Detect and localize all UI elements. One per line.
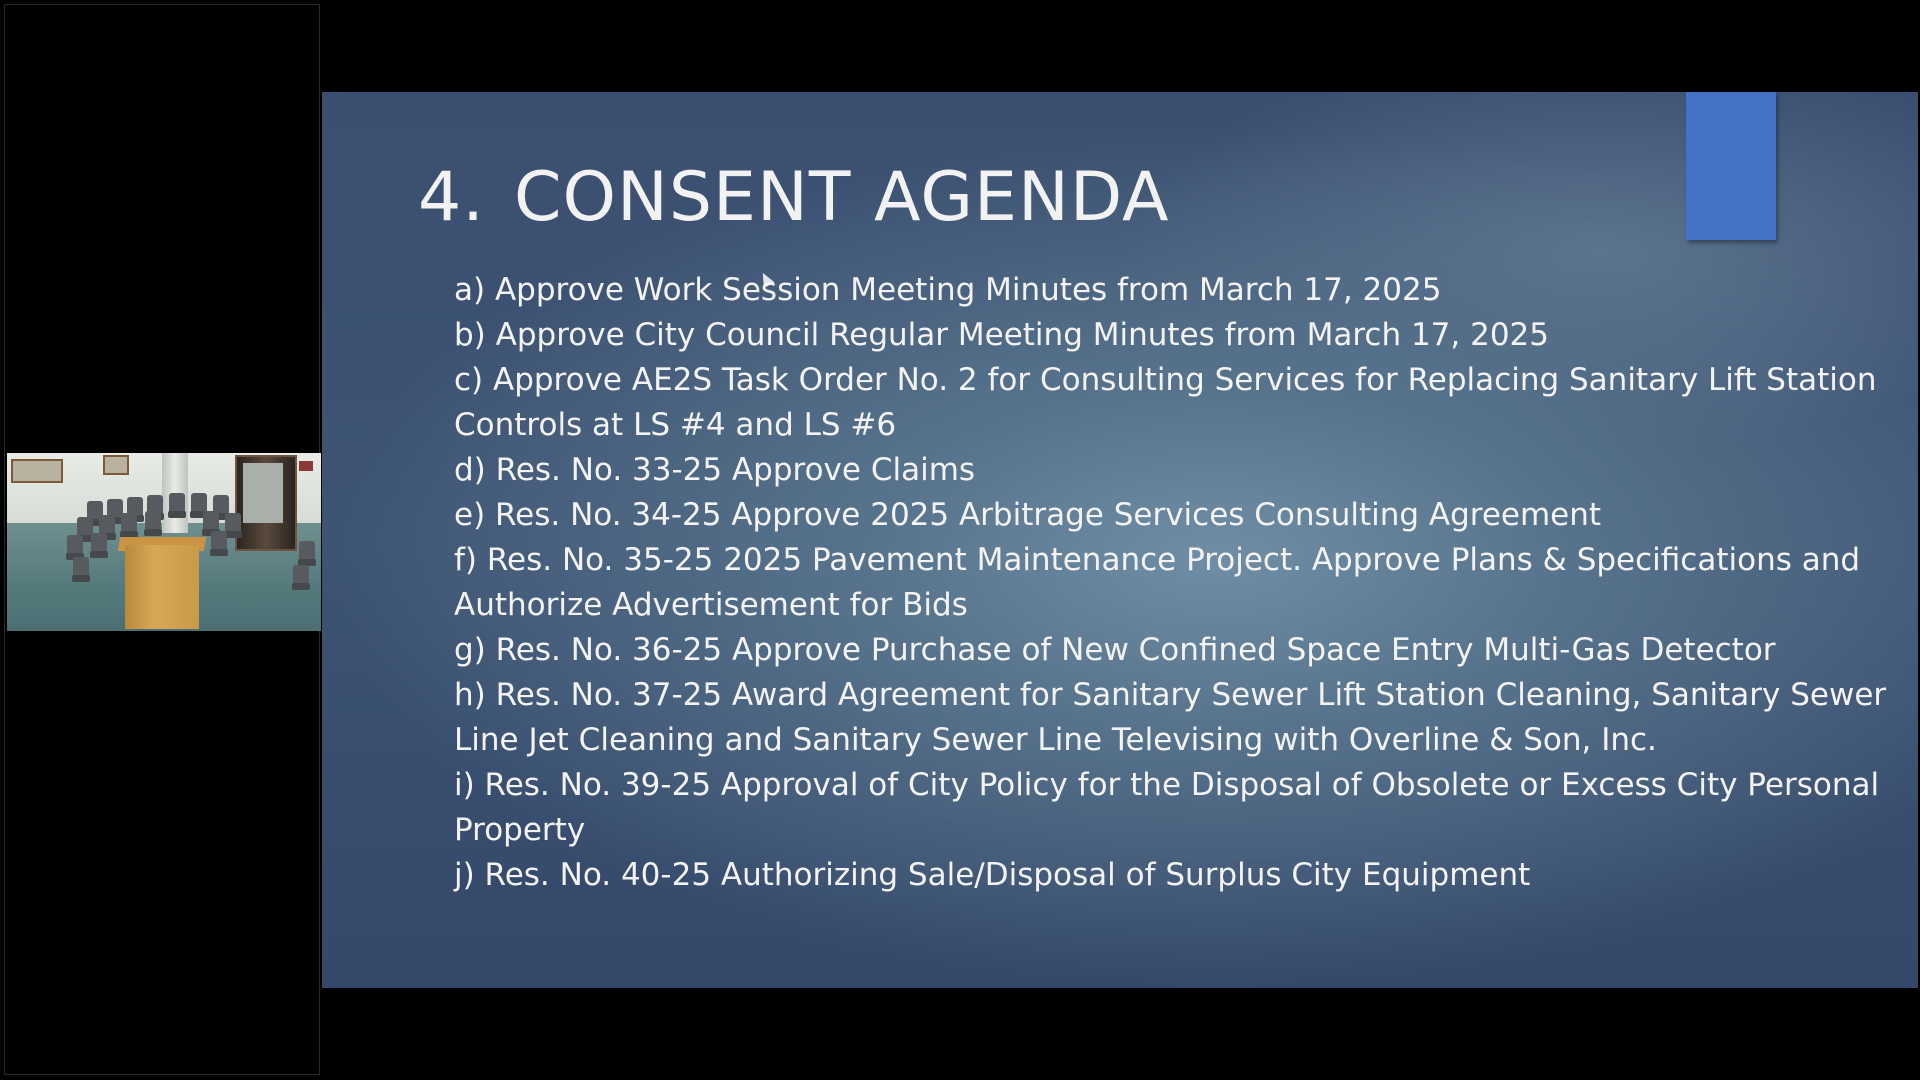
consent-agenda-list [454, 268, 1894, 898]
chair [293, 565, 309, 585]
agenda-item-h: h) Res. No. 37-25 Award Agreement for Sanitary Sewer Lift Station Cleaning, Sanitary Sewer Line Jet Cleaning and Sanitary Sewer Line Televising with Overline & Son, Inc. [454, 677, 1887, 758]
chair [91, 533, 107, 553]
chair [121, 513, 137, 533]
chair [211, 531, 227, 551]
agenda-item-i: i) Res. No. 39-25 Approval of City Policy for the Disposal of Obsolete or Excess City Personal Property [454, 767, 1880, 848]
agenda-item-j: j) Res. No. 40-25 Authorizing Sale/Disposal of Surplus City Equipment [454, 857, 1531, 893]
chair [299, 541, 315, 561]
agenda-item-f: f) Res. No. 35-25 2025 Pavement Maintenance Project. Approve Plans & Specifications and Authorize Advertisement for Bids [454, 542, 1861, 623]
wall-picture [11, 459, 63, 483]
slide-title-text: CONSENT AGENDA [514, 158, 1170, 237]
slide-title [418, 158, 1170, 237]
slide-title-number: 4. [418, 158, 485, 237]
wall-picture [103, 455, 129, 475]
agenda-item-d: d) Res. No. 33-25 Approve Claims [454, 452, 976, 488]
agenda-item-b: b) Approve City Council Regular Meeting Minutes from March 17, 2025 [454, 317, 1550, 353]
camera-door-glass [243, 463, 283, 523]
agenda-item-e: e) Res. No. 34-25 Approve 2025 Arbitrage Services Consulting Agreement [454, 497, 1602, 533]
chair [73, 557, 89, 577]
chair [225, 513, 241, 533]
agenda-item-c: c) Approve AE2S Task Order No. 2 for Consulting Services for Replacing Sanitary Lift Station Controls at LS #4 and LS #6 [454, 362, 1877, 443]
participant-sidebar [4, 4, 320, 1075]
agenda-item-g: g) Res. No. 36-25 Approve Purchase of New Confined Space Entry Multi-Gas Detector [454, 632, 1776, 668]
camera-exit-sign [299, 461, 313, 471]
chair [67, 535, 83, 555]
presentation-slide [322, 92, 1918, 988]
chair [145, 511, 161, 531]
slide-accent-bar [1686, 92, 1776, 240]
chair [191, 493, 207, 513]
chair [169, 493, 185, 513]
chair [99, 515, 115, 535]
camera-feed-thumbnail[interactable] [7, 453, 321, 631]
chair [203, 511, 219, 531]
podium [125, 545, 199, 629]
agenda-item-a: a) Approve Work Session Meeting Minutes from March 17, 2025 [454, 272, 1442, 308]
